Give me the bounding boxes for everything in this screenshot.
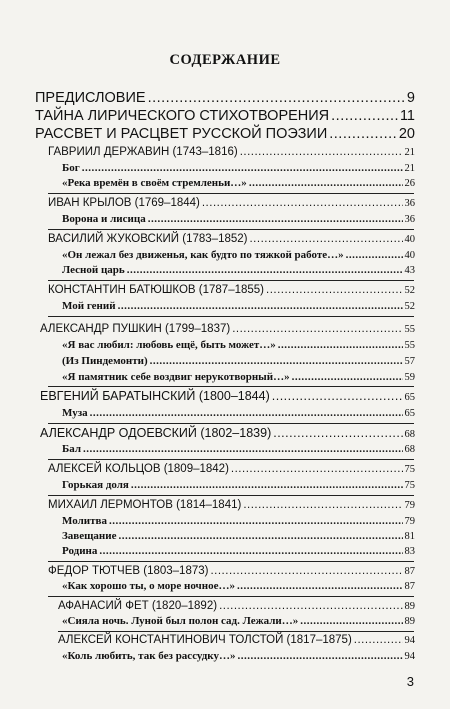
toc-page-number: 81 [404,531,415,542]
leader-dots [118,300,403,312]
toc-author [48,499,415,511]
toc-page-number: 68 [404,444,415,455]
toc-poem [62,300,415,312]
toc-poem-label: Бал [62,443,82,455]
toc-author-label: ФЕДОР ТЮТЧЕВ (1803–1873) [48,565,209,577]
toc-poem [62,407,415,419]
toc-section-label: РАССВЕТ И РАСЦВЕТ РУССКОЙ ПОЭЗИИ [35,126,328,142]
toc-poem-label: Родина [62,545,98,557]
toc-author-label: АЛЕКСАНДР ПУШКИН (1799–1837) [40,323,231,335]
leader-dots [148,90,405,106]
toc-poem-label: Лесной царь [62,264,125,276]
toc-poem [62,177,415,189]
toc-poem [62,615,415,627]
toc-poem [62,530,415,542]
toc-author [40,426,415,440]
separator-line [48,596,414,597]
toc-section-label: ТАЙНА ЛИРИЧЕСКОГО СТИХОТВОРЕНИЯ [35,108,330,124]
toc-author [58,600,415,612]
toc-page-number: 52 [404,301,415,312]
toc-page-number: 79 [404,516,415,527]
leader-dots [237,650,402,662]
toc-author [40,323,415,335]
toc-author-label: ВАСИЛИЙ ЖУКОВСКИЙ (1783–1852) [48,233,248,245]
toc-author [48,284,415,296]
leader-dots [109,515,403,527]
leader-dots [150,355,403,367]
leader-dots [273,426,402,440]
toc-author [48,197,415,209]
toc-page-number: 79 [404,500,415,511]
leader-dots [232,323,402,335]
separator-line [48,193,414,194]
toc-page-number: 57 [404,356,415,367]
toc-poem-label: Муза [62,407,88,419]
toc-poem [62,580,415,592]
toc-poem-label: Мой гений [62,300,116,312]
toc-poem [62,339,415,351]
toc-poem [62,443,415,455]
toc-poem-label: «Река времён в своём стремленьи…» [62,177,247,189]
leader-dots [83,443,402,455]
leader-dots [329,126,397,142]
leader-dots [127,264,403,276]
leader-dots [90,407,403,419]
leader-dots [272,389,403,403]
toc-page-number: 89 [404,616,415,627]
toc-page-number: 87 [404,581,415,592]
toc-page-number: 21 [404,147,415,158]
toc-poem-label: Бог [62,162,80,174]
toc-poem-label: Завещание [62,530,117,542]
leader-dots [300,615,402,627]
leader-dots [219,600,402,612]
toc-page-number: 94 [404,635,415,646]
toc-poem-label: Горькая доля [62,479,129,491]
toc-author-label: АФАНАСИЙ ФЕТ (1820–1892) [58,600,218,612]
leader-dots [243,499,402,511]
leader-dots [292,371,403,383]
toc-page-number: 52 [404,285,415,296]
toc-poem-label: (Из Пиндемонти) [62,355,148,367]
leader-dots [118,530,402,542]
toc-page-number: 59 [404,372,415,383]
toc-poem [62,213,415,225]
toc-section-label: ПРЕДИСЛОВИЕ [35,90,146,106]
toc-poem-label: «Я вас любил: любовь ещё, быть может…» [62,339,276,351]
toc-author-label: АЛЕКСЕЙ КОЛЬЦОВ (1809–1842) [48,463,229,475]
toc-page-number: 11 [399,108,415,124]
toc-page-number: 20 [398,126,415,142]
leader-dots [231,463,403,475]
separator-line [48,561,414,562]
leader-dots [249,177,403,189]
toc-poem [62,545,415,557]
leader-dots [237,580,403,592]
toc-poem-label: «Он лежал без движенья, как будто по тяжкой работе…» [62,249,344,261]
toc-section [35,108,415,124]
toc-author-label: ГАВРИИЛ ДЕРЖАВИН (1743–1816) [48,146,238,158]
separator-line [48,316,414,317]
toc-poem-label: Молитва [62,515,107,527]
toc-page-number: 40 [404,250,415,261]
toc-poem [62,249,415,261]
toc-poem-label: «Коль любить, так без рассудку…» [62,650,236,662]
toc-author [48,146,415,158]
leader-dots [331,108,398,124]
leader-dots [249,233,402,245]
separator-line [48,280,414,281]
toc-author-label: ИВАН КРЫЛОВ (1769–1844) [48,197,200,209]
leader-dots [202,197,403,209]
toc-section [35,90,415,106]
leader-dots [82,162,403,174]
toc-author [58,634,415,646]
toc-page-number: 9 [406,90,415,106]
toc-poem [62,264,415,276]
toc-poem [62,479,415,491]
toc-page-number: 83 [404,546,415,557]
leader-dots [278,339,403,351]
leader-dots [210,565,402,577]
toc-author [48,233,415,245]
toc-page-number: 87 [404,566,415,577]
toc-poem-label: Ворона и лисица [62,213,146,225]
separator-line [48,386,414,387]
leader-dots [148,213,403,225]
leader-dots [240,146,403,158]
leader-dots [99,545,402,557]
separator-line [48,495,414,496]
toc-author-label: АЛЕКСАНДР ОДОЕВСКИЙ (1802–1839) [40,426,272,440]
toc-page-number: 40 [404,234,415,245]
toc-author [40,389,415,403]
separator-line [48,459,414,460]
toc-page-number: 94 [404,651,415,662]
toc-page-number: 55 [404,324,415,335]
toc-author-label: МИХАИЛ ЛЕРМОНТОВ (1814–1841) [48,499,242,511]
toc-page-number: 68 [404,429,415,440]
toc-page-number: 89 [404,601,415,612]
separator-line [58,631,414,632]
toc-page-number: 21 [404,163,415,174]
toc-page-number: 65 [404,408,415,419]
toc-author-label: ЕВГЕНИЙ БАРАТЫНСКИЙ (1800–1844) [40,389,270,403]
toc-page-number: 36 [404,214,415,225]
toc-poem-label: «Я памятник себе воздвиг нерукотворный…» [62,371,290,383]
leader-dots [131,479,403,491]
toc-page-number: 36 [404,198,415,209]
page-number: 3 [406,674,414,689]
leader-dots [266,284,402,296]
separator-line [48,423,414,424]
toc-poem [62,650,415,662]
leader-dots [354,634,403,646]
toc-page-number: 75 [404,464,415,475]
toc-author [48,565,415,577]
toc-poem [62,515,415,527]
toc-page-number: 26 [404,178,415,189]
toc-page-number: 55 [404,340,415,351]
page-title: СОДЕРЖАНИЕ [169,52,281,68]
toc-page-number: 75 [404,480,415,491]
toc-poem-label: «Сияла ночь. Луной был полон сад. Лежали…» [62,615,299,627]
toc-poem [62,355,415,367]
leader-dots [346,249,403,261]
toc-author-label: АЛЕКСЕЙ КОНСТАНТИНОВИЧ ТОЛСТОЙ (1817–1875) [58,634,352,646]
toc-poem [62,371,415,383]
toc-section [35,126,415,142]
toc-poem-label: «Как хорошо ты, о море ночное…» [62,580,235,592]
toc-page-number: 65 [404,392,415,403]
toc-author-label: КОНСТАНТИН БАТЮШКОВ (1787–1855) [48,284,265,296]
toc-author [48,463,415,475]
separator-line [48,229,414,230]
toc-page-number: 43 [404,265,415,276]
toc-poem [62,162,415,174]
